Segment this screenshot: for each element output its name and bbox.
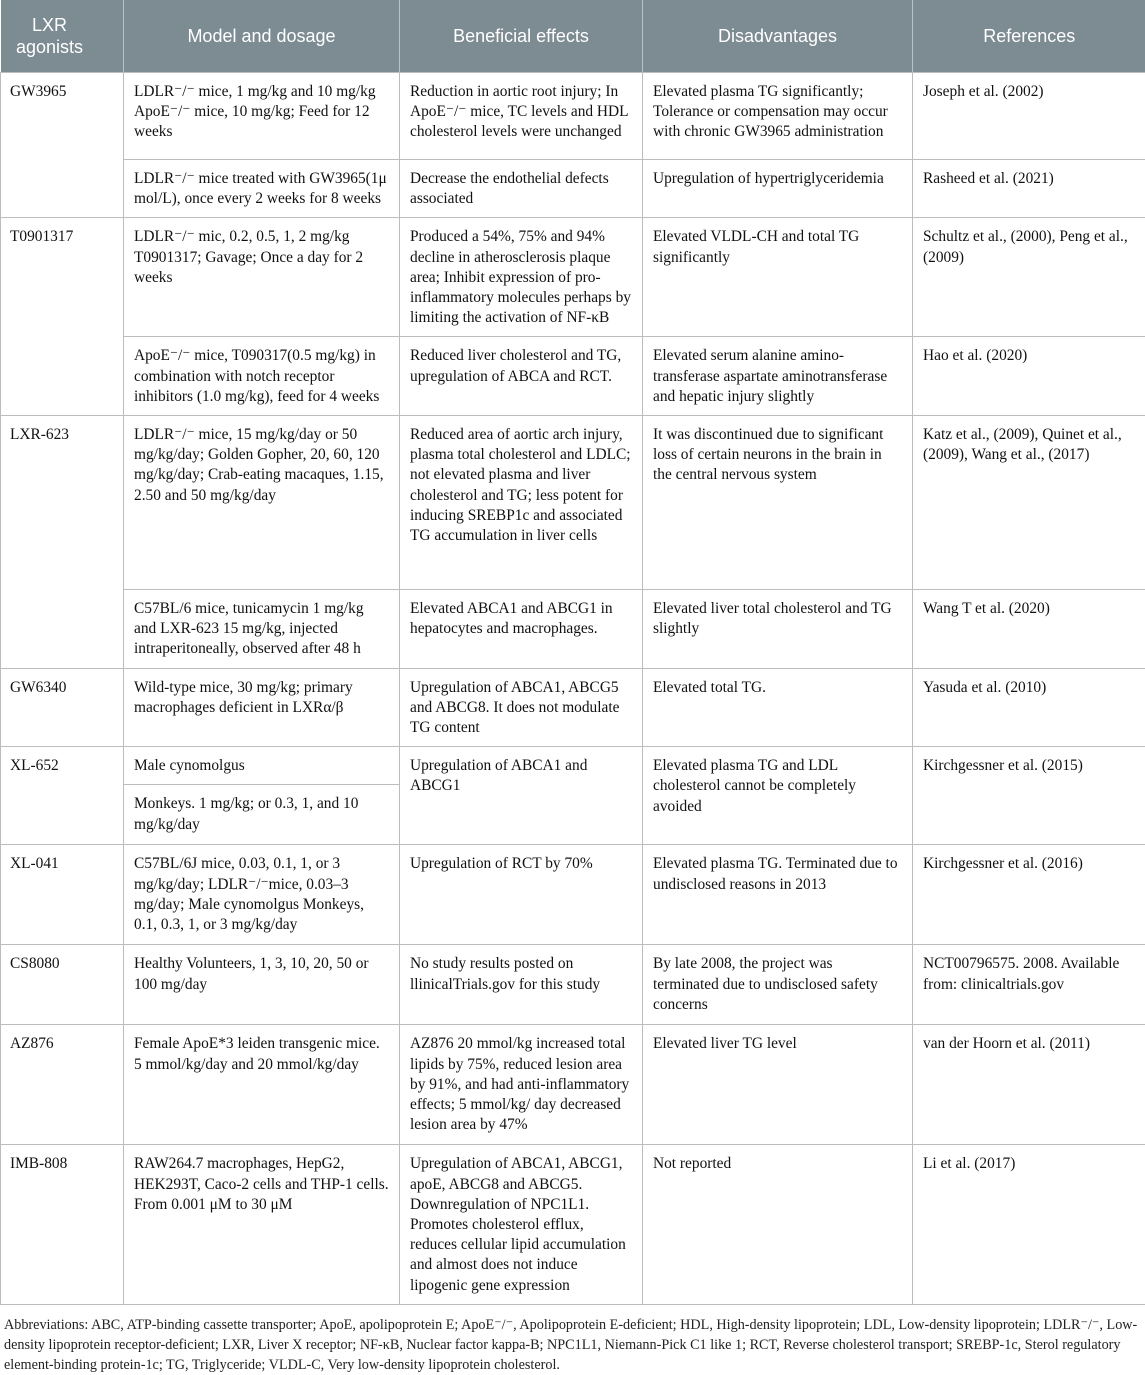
model-cell: RAW264.7 macrophages, HepG2, HEK293T, Caco-2 cells and THP-1 cells. From 0.001 μM to 30 μM [124,1145,400,1304]
agonist-cell: LXR-623 [1,416,124,669]
reference-cell: Kirchgessner et al. (2016) [913,845,1145,945]
header-lxr-agonists: LXR agonists [1,0,124,73]
model-cell: Wild-type mice, 30 mg/kg; primary macrophages deficient in LXRα/β [124,668,400,747]
header-model-dosage: Model and dosage [124,0,400,73]
benefit-cell: Reduced liver cholesterol and TG, upregulation of ABCA and RCT. [400,337,643,416]
reference-cell: Hao et al. (2020) [913,337,1145,416]
model-cell: LDLR⁻/⁻ mice, 15 mg/kg/day or 50 mg/kg/day; Golden Gopher, 20, 60, 120 mg/kg/day; Crab-eating macaques, 1.15, 2.50 and 50 mg/kg/day [124,416,400,590]
disadvantage-cell: Elevated VLDL-CH and total TG significantly [643,218,913,337]
agonist-cell: XL-652 [1,747,124,845]
agonist-cell: GW3965 [1,73,124,218]
disadvantage-cell: Elevated plasma TG and LDL cholesterol cannot be completely avoided [643,747,913,845]
model-cell: ApoE⁻/⁻ mice, T090317(0.5 mg/kg) in combination with notch receptor inhibitors (1.0 mg/kg), feed for 4 weeks [124,337,400,416]
reference-cell: NCT00796575. 2008. Available from: clinicaltrials.gov [913,945,1145,1025]
model-cell: C57BL/6 mice, tunicamycin 1 mg/kg and LXR-623 15 mg/kg, injected intraperitoneally, observed after 48 h [124,590,400,669]
benefit-cell: No study results posted on llinicalTrials.gov for this study [400,945,643,1025]
reference-cell: Wang T et al. (2020) [913,590,1145,669]
table-row [1,337,1145,416]
disadvantage-cell: Elevated liver TG level [643,1025,913,1145]
agonist-cell: GW6340 [1,668,124,747]
model-cell: Male cynomolgus [124,747,400,785]
table-row [1,590,1145,669]
model-cell: Female ApoE*3 leiden transgenic mice. 5 mmol/kg/day and 20 mmol/kg/day [124,1025,400,1145]
reference-cell: Katz et al., (2009), Quinet et al., (2009), Wang et al., (2017) [913,416,1145,590]
table-row [1,160,1145,218]
benefit-cell: Upregulation of ABCA1 and ABCG1 [400,747,643,845]
disadvantage-cell: Elevated total TG. [643,668,913,747]
agonist-cell: CS8080 [1,945,124,1025]
table-row [1,416,1145,590]
benefit-cell: AZ876 20 mmol/kg increased total lipids by 75%, reduced lesion area by 91%, and had anti-inflammatory effects; 5 mmol/kg/ day decreased lesion area by 47% [400,1025,643,1145]
benefit-cell: Upregulation of ABCA1, ABCG1, apoE, ABCG8 and ABCG5. Downregulation of NPC1L1. Promotes cholesterol efflux, reduces cellular lipid accumulation and almost does not induce lipogenic gene expression [400,1145,643,1304]
table-row [1,1025,1145,1145]
model-cell: Monkeys. 1 mg/kg; or 0.3, 1, and 10 mg/kg/day [124,785,400,845]
header-references: References [913,0,1145,73]
model-cell: LDLR⁻/⁻ mice, 1 mg/kg and 10 mg/kg ApoE⁻/⁻ mice, 10 mg/kg; Feed for 12 weeks [124,73,400,160]
disadvantage-cell: Elevated plasma TG. Terminated due to undisclosed reasons in 2013 [643,845,913,945]
model-cell: C57BL/6J mice, 0.03, 0.1, 1, or 3 mg/kg/day; LDLR⁻/⁻mice, 0.03–3 mg/day; Male cynomolgus Monkeys, 0.1, 0.3, 1, or 3 mg/kg/day [124,845,400,945]
disadvantage-cell: Elevated plasma TG significantly; Tolerance or compensation may occur with chronic GW3965 administration [643,73,913,160]
reference-cell: Rasheed et al. (2021) [913,160,1145,218]
benefit-cell: Produced a 54%, 75% and 94% decline in atherosclerosis plaque area; Inhibit expression of pro-inflammatory molecules perhaps by limiting the activation of NF-κB [400,218,643,337]
disadvantage-cell: It was discontinued due to significant loss of certain neurons in the brain in the central nervous system [643,416,913,590]
model-cell: Healthy Volunteers, 1, 3, 10, 20, 50 or 100 mg/day [124,945,400,1025]
table-row [1,845,1145,945]
disadvantage-cell: Not reported [643,1145,913,1304]
table-row [1,73,1145,160]
reference-cell: Joseph et al. (2002) [913,73,1145,160]
disadvantage-cell: Upregulation of hypertriglyceridemia [643,160,913,218]
model-cell: LDLR⁻/⁻ mice treated with GW3965(1μ mol/L), once every 2 weeks for 8 weeks [124,160,400,218]
reference-cell: Kirchgessner et al. (2015) [913,747,1145,845]
reference-cell: Yasuda et al. (2010) [913,668,1145,747]
benefit-cell: Upregulation of RCT by 70% [400,845,643,945]
header-beneficial-effects: Beneficial effects [400,0,643,73]
disadvantage-cell: Elevated liver total cholesterol and TG slightly [643,590,913,669]
model-cell: LDLR⁻/⁻ mic, 0.2, 0.5, 1, 2 mg/kg T0901317; Gavage; Once a day for 2 weeks [124,218,400,337]
agonist-cell: IMB-808 [1,1145,124,1304]
agonist-cell: AZ876 [1,1025,124,1145]
table-row [1,668,1145,747]
agonist-cell: XL-041 [1,845,124,945]
reference-cell: van der Hoorn et al. (2011) [913,1025,1145,1145]
table-row [1,218,1145,337]
table-row [1,945,1145,1025]
benefit-cell: Reduction in aortic root injury; In ApoE⁻/⁻ mice, TC levels and HDL cholesterol levels were unchanged [400,73,643,160]
disadvantage-cell: Elevated serum alanine amino-transferase aspartate aminotransferase and hepatic injury slightly [643,337,913,416]
table-row [1,747,1145,785]
benefit-cell: Reduced area of aortic arch injury, plasma total cholesterol and LDLC; not elevated plasma and liver cholesterol and TG; less potent for inducing SREBP1c and associated TG accumulation in liver cells [400,416,643,590]
table-row [1,1145,1145,1304]
table-header-row [1,0,1145,73]
benefit-cell: Elevated ABCA1 and ABCG1 in hepatocytes and macrophages. [400,590,643,669]
benefit-cell: Upregulation of ABCA1, ABCG5 and ABCG8. It does not modulate TG content [400,668,643,747]
reference-cell: Schultz et al., (2000), Peng et al., (2009) [913,218,1145,337]
reference-cell: Li et al. (2017) [913,1145,1145,1304]
disadvantage-cell: By late 2008, the project was terminated due to undisclosed safety concerns [643,945,913,1025]
benefit-cell: Decrease the endothelial defects associated [400,160,643,218]
header-disadvantages: Disadvantages [643,0,913,73]
agonist-cell: T0901317 [1,218,124,416]
abbreviations-footnote: Abbreviations: ABC, ATP-binding cassette transporter; ApoE, apolipoprotein E; ApoE⁻/⁻, Apolipoprotein E-deficient; HDL, High-density lipoprotein; LDL, Low-density lipoprotein; LDLR⁻/⁻, Low-density lipoprotein receptor-deficient; LXR, Liver X receptor; NF-κB, Nuclear factor kappa-B; NPC1L1, Niemann-Pick C1 like 1; RCT, Reverse cholesterol transport; SREBP-1c, Sterol regulatory element-binding protein-1c; TG, Triglyceride; VLDL-C, Very low-density lipoprotein cholesterol. [0,1305,1145,1375]
